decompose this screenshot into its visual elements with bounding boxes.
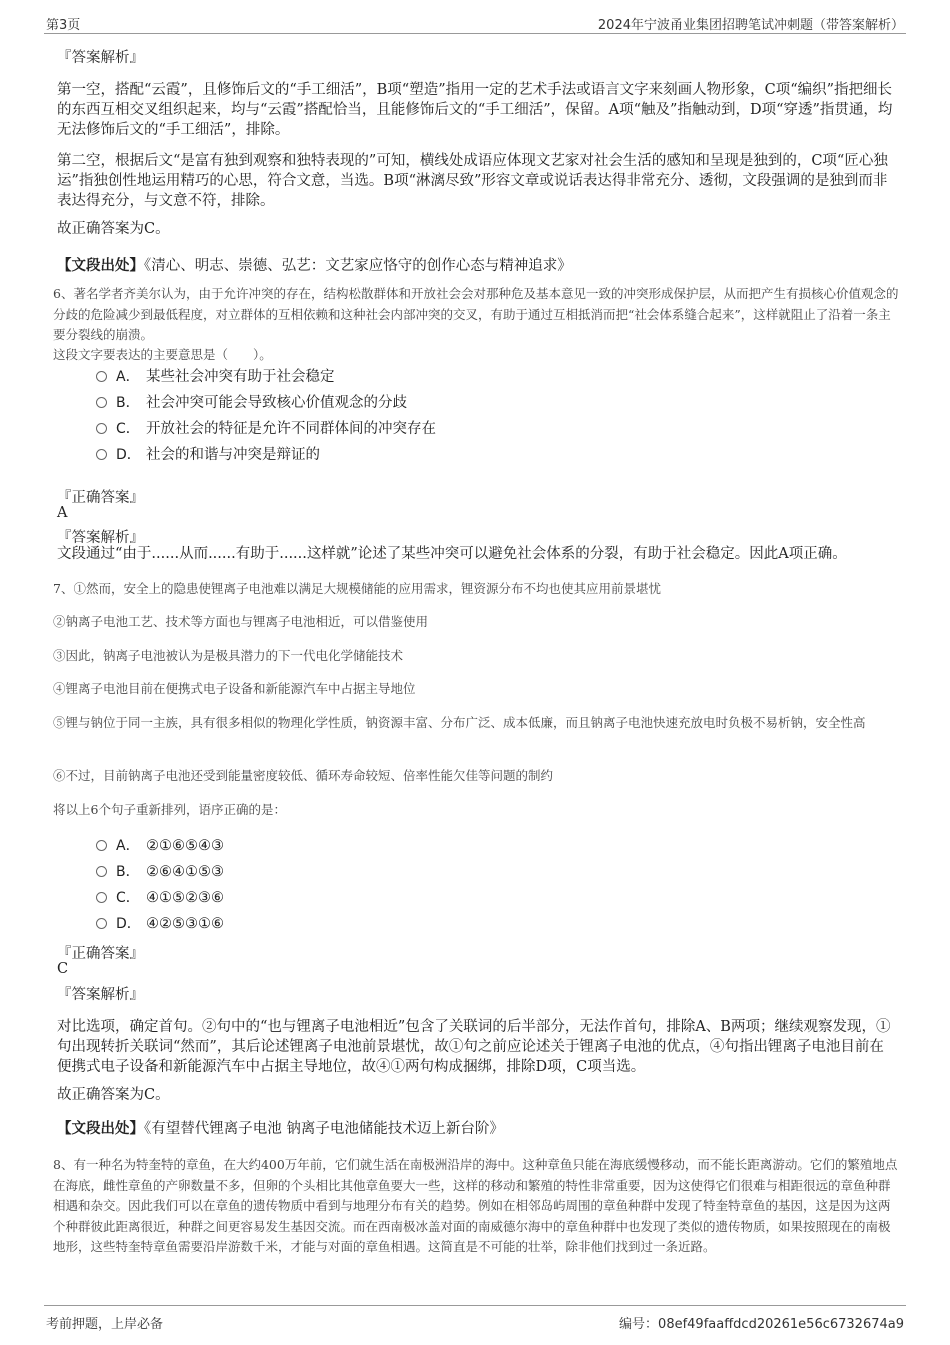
q5-source-label: 【文段出处】 <box>57 257 144 274</box>
q5-analysis-paragraph-1: 第一空，搭配“云霞”，且修饰后文的“手工细活”，B项“塑造”指用一定的艺术手法或语言文字来刻画人物形象，C项“编织”指把细长的东西互相交叉组织起来，均与“云霞”搭配恰当，且能修饰后文的“手工细活”，保留。A项“触及”指触动到，D项“穿透”指贯通，均无法修饰后文的“手工细活”，排除。 <box>57 82 893 138</box>
option-letter: A． <box>116 369 140 385</box>
q7-option-a[interactable] <box>96 836 224 856</box>
option-text: 某些社会冲突有助于社会稳定 <box>146 369 335 385</box>
radio-button[interactable] <box>96 397 107 408</box>
document-title: 2024年宁波甬业集团招聘笔试冲刺题（带答案解析） <box>597 18 904 33</box>
q7-analysis: 对比选项，确定首句。②句中的“也与锂离子电池相近”包含了关联词的后半部分，无法作首句，排除A、B两项；继续观察发现，①句出现转折关联词“然而”，其后论述锂离子电池前景堪忧，故①句之前应论述关于锂离子电池的优点，④句指出锂离子电池目前在便携式电子设备和新能源汽车中占据主导地位，故④①两句构成捆绑，排除D项，C项当选。 <box>57 1019 891 1075</box>
q7-source-label: 【文段出处】 <box>57 1120 144 1137</box>
q6-stem: 6、著名学者齐美尔认为，由于允许冲突的存在，结构松散群体和开放社会会对那种危及基本意见一致的冲突形成保护层，从而把产生有损核心价值观念的分歧的危险减少到最低程度，对立群体的互相依赖和这种社会内部冲突的交叉，有助于通过互相抵消而把“社会体系缝合起来”，这样就阻止了沿着一条主要分裂线的崩溃。 <box>53 286 899 342</box>
option-letter: D． <box>116 447 141 463</box>
option-letter: C． <box>116 890 140 906</box>
radio-button[interactable] <box>96 371 107 382</box>
header-divider <box>44 33 906 34</box>
q7-conclusion: 故正确答案为C。 <box>57 1087 170 1103</box>
option-text: ④①⑤②③⑥ <box>146 890 224 906</box>
q6-analysis-label: 『答案解析』 <box>57 530 144 546</box>
q7-correct-answer: C <box>57 961 69 977</box>
q7-sentence-5: ⑤锂与钠位于同一主族，具有很多相似的物理化学性质，钠资源丰富、分布广泛、成本低廉，而且钠离子电池快速充放电时负极不易析钠，安全性高 <box>53 715 866 730</box>
q7-source <box>57 1119 897 1139</box>
radio-button[interactable] <box>96 866 107 877</box>
q7-option-d[interactable] <box>96 914 224 934</box>
q7-sentence-4: ④锂离子电池目前在便携式电子设备和新能源汽车中占据主导地位 <box>53 681 416 696</box>
radio-button[interactable] <box>96 840 107 851</box>
q7-sentence-6: ⑥不过，目前钠离子电池还受到能量密度较低、循环寿命较短、倍率性能欠佳等问题的制约 <box>53 768 554 783</box>
radio-button[interactable] <box>96 918 107 929</box>
option-letter: D． <box>116 916 141 932</box>
radio-button[interactable] <box>96 449 107 460</box>
q6-ask: 这段文字要表达的主要意思是（ ）。 <box>53 347 272 362</box>
option-text: 开放社会的特征是允许不同群体间的冲突存在 <box>146 421 436 437</box>
option-letter: C． <box>116 421 140 437</box>
radio-button[interactable] <box>96 892 107 903</box>
q7-analysis-label: 『答案解析』 <box>57 987 144 1003</box>
q6-option-a[interactable] <box>96 367 335 387</box>
document-id: 编号：08ef49faaffdcd20261e56c6732674a9 <box>619 1317 904 1332</box>
q7-option-b[interactable] <box>96 862 224 882</box>
option-letter: B． <box>116 395 140 411</box>
q6-analysis: 文段通过“由于......从而......有助于......这样就”论述了某些冲突可以避免社会体系的分裂，有助于社会稳定。因此A项正确。 <box>57 546 847 562</box>
q7-option-c[interactable] <box>96 888 224 908</box>
q6-option-b[interactable] <box>96 393 407 413</box>
q7-source-text: 《有望替代锂离子电池 钠离子电池储能技术迈上新台阶》 <box>144 1121 504 1137</box>
q7-sentence-3: ③因此，钠离子电池被认为是极具潜力的下一代电化学储能技术 <box>53 648 404 663</box>
q7-correct-label: 『正确答案』 <box>57 946 144 962</box>
q6-correct-answer: A <box>57 505 68 521</box>
q6-option-d[interactable] <box>96 445 320 465</box>
q7-stem: 7、①然而，安全上的隐患使锂离子电池难以满足大规模储能的应用需求，锂资源分布不均也使其应用前景堪忧 <box>53 581 661 596</box>
q5-analysis-label: 『答案解析』 <box>57 50 144 66</box>
q5-source-text: 《清心、明志、崇德、弘艺：文艺家应恪守的创作心态与精神追求》 <box>144 258 572 274</box>
page-number: 第3页 <box>46 18 81 33</box>
option-text: ②①⑥⑤④③ <box>146 838 224 854</box>
q5-source <box>57 256 897 276</box>
footer-divider <box>44 1305 906 1306</box>
q5-analysis-paragraph-2: 第二空，根据后文“是富有独到观察和独特表现的”可知，横线处成语应体现文艺家对社会生活的感知和呈现是独到的，C项“匠心独运”指独创性地运用精巧的心思，符合文意，当选。B项“淋漓尽致”形容文章或说话表达得非常充分、透彻，文段强调的是独到而非表达得充分，与文意不符，排除。 <box>57 153 888 209</box>
q7-sentence-2: ②钠离子电池工艺、技术等方面也与锂离子电池相近，可以借鉴使用 <box>53 614 429 629</box>
q6-option-c[interactable] <box>96 419 436 439</box>
footer-slogan: 考前押题，上岸必备 <box>46 1317 164 1332</box>
q8-stem: 8、有一种名为特奎特的章鱼，在大约400万年前，它们就生活在南极洲沿岸的海中。这种章鱼只能在海底缓慢移动，而不能长距离游动。它们的繁殖地点在海底，雌性章鱼的产卵数量不多，但卵的个头相比其他章鱼要大一些，这样的移动和繁殖的特性非常重要，因为这使得它们很难与相距很远的章鱼种群相遇和杂交。因此我们可以在章鱼的遗传物质中看到与地理分布有关的趋势。例如在相邻岛屿周围的章鱼种群中发现了特奎特章鱼的基因，这是因为这两个种群彼此距离很近，种群之间更容易发生基因交流。而在西南极冰盖对面的南威德尔海中的章鱼种群中也发现了类似的遗传物质，如果按照现在的南极地形，这些特奎特章鱼需要沿岸游数千米，才能与对面的章鱼相遇。这简直是不可能的壮举，除非他们找到过一条近路。 <box>53 1157 898 1254</box>
option-text: ④②⑤③①⑥ <box>146 916 224 932</box>
option-text: 社会冲突可能会导致核心价值观念的分歧 <box>146 395 407 411</box>
option-text: 社会的和谐与冲突是辩证的 <box>146 447 320 463</box>
q5-conclusion: 故正确答案为C。 <box>57 221 170 237</box>
q6-correct-label: 『正确答案』 <box>57 490 144 506</box>
option-letter: A． <box>116 838 140 854</box>
option-letter: B． <box>116 864 140 880</box>
q7-ask: 将以上6个句子重新排列，语序正确的是： <box>53 802 286 817</box>
option-text: ②⑥④①⑤③ <box>146 864 224 880</box>
radio-button[interactable] <box>96 423 107 434</box>
